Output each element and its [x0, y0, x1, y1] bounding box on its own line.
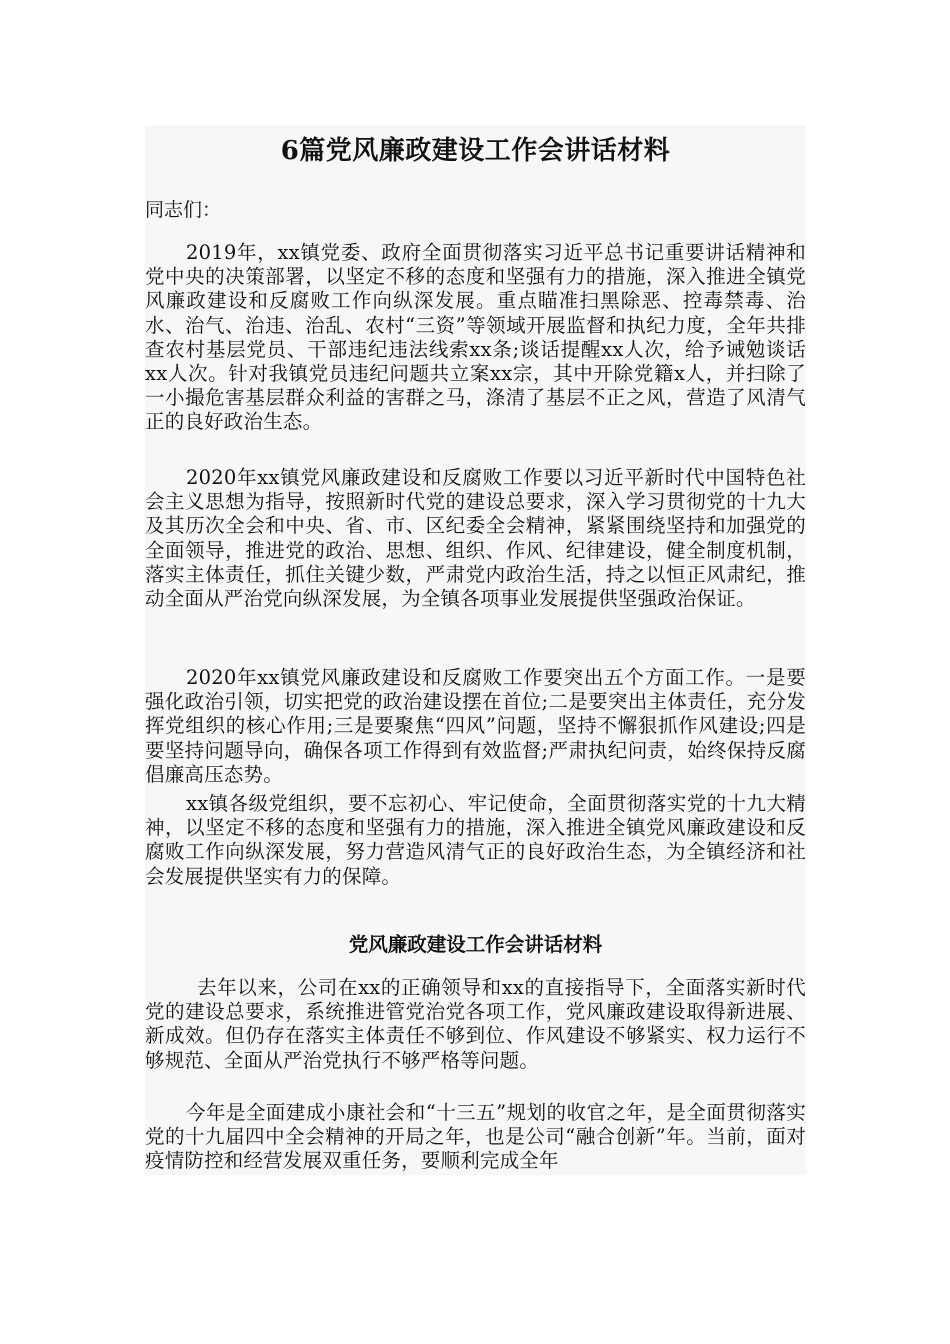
paragraph-this-year: 今年是全面建成小康社会和“十三五”规划的收官之年，是全面贯彻落实党的十九届四中全会精神的开局之年，也是公司“融合创新”年。当前，面对疫情防控和经营发展双重任务，要顺利完成全年: [145, 1101, 806, 1173]
paragraph-2020-guidance: 2020年xx镇党风廉政建设和反腐败工作要以习近平新时代中国特色社会主义思想为指导，按照新时代党的建设总要求，深入学习贯彻党的十九大及其历次全会和中央、省、市、区纪委全会精神，紧紧围绕坚持和加强党的全面领导，推进党的政治、思想、组织、作风、纪律建设，健全制度机制，落实主体责任，抓住关键少数，严肃党内政治生活，持之以恒正风肃纪，推动全面从严治党向纵深发展，为全镇各项事业发展提供坚强政治保证。: [145, 466, 806, 611]
paragraph-five-tasks: 2020年xx镇党风廉政建设和反腐败工作要突出五个方面工作。一是要强化政治引领，切实把党的政治建设摆在首位;二是要突出主体责任，充分发挥党组织的核心作用;三是要聚焦“四风”问题，坚持不懈狠抓作风建设;四是要坚持问题导向，确保各项工作得到有效监督;严肃执纪问责，始终保持反腐倡廉高压态势。: [145, 666, 806, 786]
paragraph-closing: xx镇各级党组织，要不忘初心、牢记使命，全面贯彻落实党的十九大精神，以坚定不移的态度和坚强有力的措施，深入推进全镇党风廉政建设和反腐败工作向纵深发展，努力营造风清气正的良好政治生态，为全镇经济和社会发展提供坚实有力的保障。: [145, 792, 806, 888]
section-title: 党风廉政建设工作会讲话材料: [348, 933, 603, 956]
paragraph-company-review: 去年以来，公司在xx的正确领导和xx的直接指导下，全面落实新时代党的建设总要求，系统推进管党治党各项工作，党风廉政建设取得新进展、新成效。但仍存在落实主体责任不够到位、作风建设不够紧实、权力运行不够规范、全面从严治党执行不够严格等问题。: [145, 976, 806, 1072]
document-title: 6篇党风廉政建设工作会讲话材料: [280, 136, 671, 166]
document-page: [145, 125, 806, 1175]
paragraph-2019-summary: 2019年，xx镇党委、政府全面贯彻落实习近平总书记重要讲话精神和党中央的决策部署，以坚定不移的态度和坚强有力的措施，深入推进全镇党风廉政建设和反腐败工作向纵深发展。重点瞄准扫黑除恶、控毒禁毒、治水、治气、治违、治乱、农村“三资”等领域开展监督和执纪力度，全年共排查农村基层党员、干部违纪违法线索xx条;谈话提醒xx人次，给予诫勉谈话xx人次。针对我镇党员违纪问题共立案xx宗，其中开除党籍x人，并扫除了一小撮危害基层群众利益的害群之马，涤清了基层不正之风，营造了风清气正的良好政治生态。: [145, 241, 806, 434]
salutation: 同志们：: [145, 199, 222, 221]
